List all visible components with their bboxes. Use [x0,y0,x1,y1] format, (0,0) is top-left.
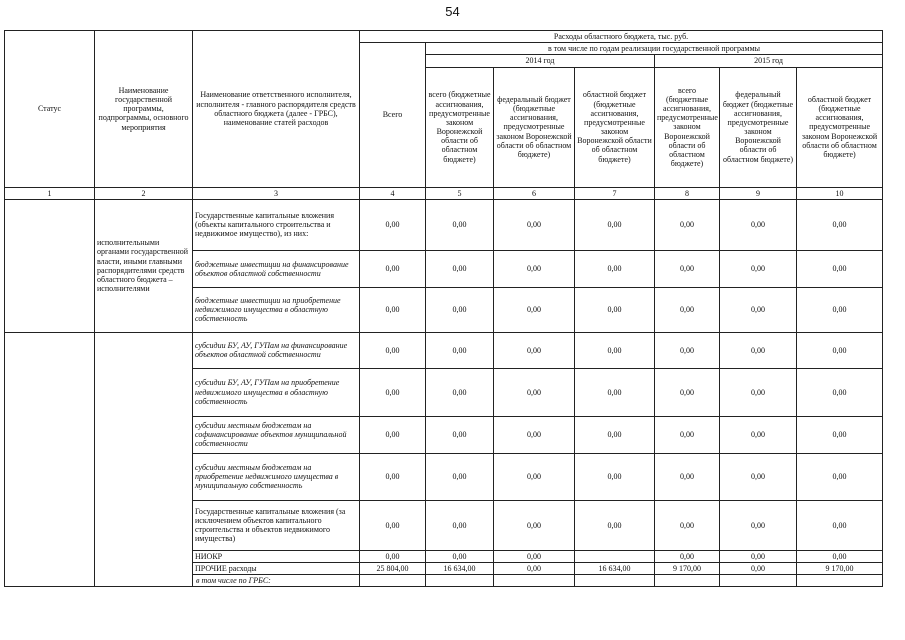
value-cell: 0,00 [720,287,797,332]
row-label: субсидии БУ, АУ, ГУПам на приобретение недвижимого имущества в областную собственность [193,368,360,416]
header-by-years: в том числе по годам реализации государственной программы [426,43,883,55]
column-number: 2 [95,187,193,199]
value-cell: 0,00 [655,368,720,416]
value-cell: 0,00 [575,199,655,250]
value-cell: 0,00 [494,562,575,574]
header-program-name: Наименование государственной программы, подпрограммы, основного мероприятия [95,31,193,188]
value-cell: 0,00 [360,453,426,500]
header-year-2015: 2015 год [655,55,883,67]
value-cell: 0,00 [494,453,575,500]
row-label: бюджетные инвестиции на финансирование объектов областной собственности [193,250,360,287]
row-label: Государственные капитальные вложения (за исключением объектов капитального строительства и объектов недвижимого имущества) [193,500,360,550]
budget-table [4,30,883,587]
column-number: 4 [360,187,426,199]
value-cell: 0,00 [655,453,720,500]
value-cell: 0,00 [494,287,575,332]
value-cell: 16 634,00 [426,562,494,574]
table-row [5,199,883,250]
value-cell: 0,00 [575,368,655,416]
row-label: НИОКР [193,550,360,562]
value-cell: 0,00 [720,416,797,453]
value-cell: 0,00 [797,250,883,287]
header-col9: федеральный бюджет (бюджетные ассигнования, предусмотренные законом Воронежской области об областном бюджете) [720,67,797,187]
value-cell: 9 170,00 [797,562,883,574]
value-cell: 0,00 [360,287,426,332]
row-label: субсидии местным бюджетам на софинансирование объектов муниципальной собственности [193,416,360,453]
header-col5: всего (бюджетные ассигнования, предусмотренные законом Воронежской области об областном бюджете) [426,67,494,187]
value-cell: 0,00 [494,416,575,453]
value-cell: 0,00 [720,332,797,368]
value-cell: 0,00 [797,332,883,368]
column-number: 8 [655,187,720,199]
value-cell: 0,00 [720,368,797,416]
value-cell: 25 804,00 [360,562,426,574]
value-cell: 0,00 [426,199,494,250]
value-cell: 0,00 [494,332,575,368]
column-number: 6 [494,187,575,199]
value-cell: 0,00 [494,368,575,416]
value-cell: 0,00 [494,199,575,250]
value-cell: 16 634,00 [575,562,655,574]
value-cell: 0,00 [575,453,655,500]
value-cell: 0,00 [494,550,575,562]
value-cell: 9 170,00 [655,562,720,574]
value-cell: 0,00 [720,250,797,287]
value-cell: 0,00 [426,500,494,550]
value-cell [426,575,494,587]
group-label: исполнительными органами государственной власти, иными главными распорядителями средств областного бюджета – исполнителями [95,199,193,332]
row-label: бюджетные инвестиции на приобретение недвижимого имущества в областную собственность [193,287,360,332]
value-cell [655,575,720,587]
value-cell: 0,00 [575,332,655,368]
value-cell: 0,00 [360,500,426,550]
column-number: 9 [720,187,797,199]
value-cell [575,575,655,587]
value-cell: 0,00 [426,250,494,287]
value-cell: 0,00 [655,332,720,368]
value-cell: 0,00 [360,332,426,368]
row-label: субсидии местным бюджетам на приобретение недвижимого имущества в муниципальную собственность [193,453,360,500]
header-col6: федеральный бюджет (бюджетные ассигнования, предусмотренные законом Воронежской области об областном бюджете) [494,67,575,187]
header-col8: всего (бюджетные ассигнования, предусмотренные законом Воронежской области об областном бюджете) [655,67,720,187]
value-cell: 0,00 [797,550,883,562]
table-row [5,332,883,368]
value-cell: 0,00 [797,199,883,250]
value-cell: 0,00 [426,550,494,562]
value-cell [494,575,575,587]
value-cell: 0,00 [797,287,883,332]
value-cell: 0,00 [575,287,655,332]
value-cell: 0,00 [720,500,797,550]
status-cell [5,332,95,587]
value-cell: 0,00 [797,416,883,453]
header-col7: областной бюджет (бюджетные ассигнования, предусмотренные законом Воронежской области об областном бюджете) [575,67,655,187]
header-year-2014: 2014 год [426,55,655,67]
row-label: субсидии БУ, АУ, ГУПам на финансирование объектов областной собственности [193,332,360,368]
value-cell: 0,00 [655,250,720,287]
value-cell: 0,00 [720,199,797,250]
value-cell [360,575,426,587]
column-number: 7 [575,187,655,199]
value-cell: 0,00 [720,562,797,574]
value-cell: 0,00 [426,453,494,500]
value-cell: 0,00 [575,500,655,550]
value-cell: 0,00 [655,500,720,550]
value-cell: 0,00 [655,550,720,562]
value-cell: 0,00 [426,368,494,416]
value-cell: 0,00 [360,250,426,287]
page-number: 54 [445,4,460,19]
row-label: в том числе по ГРБС: [193,575,360,587]
value-cell: 0,00 [797,368,883,416]
value-cell: 0,00 [720,550,797,562]
value-cell: 0,00 [360,416,426,453]
value-cell: 0,00 [360,550,426,562]
column-number: 1 [5,187,95,199]
value-cell: 0,00 [426,287,494,332]
value-cell: 0,00 [494,500,575,550]
row-label: ПРОЧИЕ расходы [193,562,360,574]
value-cell: 0,00 [575,416,655,453]
value-cell: 0,00 [426,416,494,453]
status-cell [5,199,95,332]
value-cell: 0,00 [426,332,494,368]
value-cell: 0,00 [720,453,797,500]
header-total: Всего [360,43,426,187]
value-cell [575,550,655,562]
value-cell: 0,00 [360,368,426,416]
value-cell: 0,00 [494,250,575,287]
header-col10: областной бюджет (бюджетные ассигнования, предусмотренные законом Воронежской области об областном бюджете) [797,67,883,187]
value-cell: 0,00 [797,453,883,500]
value-cell: 0,00 [575,250,655,287]
value-cell: 0,00 [360,199,426,250]
value-cell [720,575,797,587]
program-cell [95,332,193,587]
value-cell: 0,00 [797,500,883,550]
header-expenses-title: Расходы областного бюджета, тыс. руб. [360,31,883,43]
column-number: 5 [426,187,494,199]
column-number: 10 [797,187,883,199]
header-executor: Наименование ответственного исполнителя, исполнителя - главного распорядителя средств областного бюджета (далее - ГРБС), наименование статей расходов [193,31,360,188]
column-number: 3 [193,187,360,199]
value-cell: 0,00 [655,199,720,250]
value-cell: 0,00 [655,416,720,453]
value-cell [797,575,883,587]
row-label: Государственные капитальные вложения (объекты капитального строительства и недвижимое имущество), из них: [193,199,360,250]
value-cell: 0,00 [655,287,720,332]
header-status: Статус [5,31,95,188]
